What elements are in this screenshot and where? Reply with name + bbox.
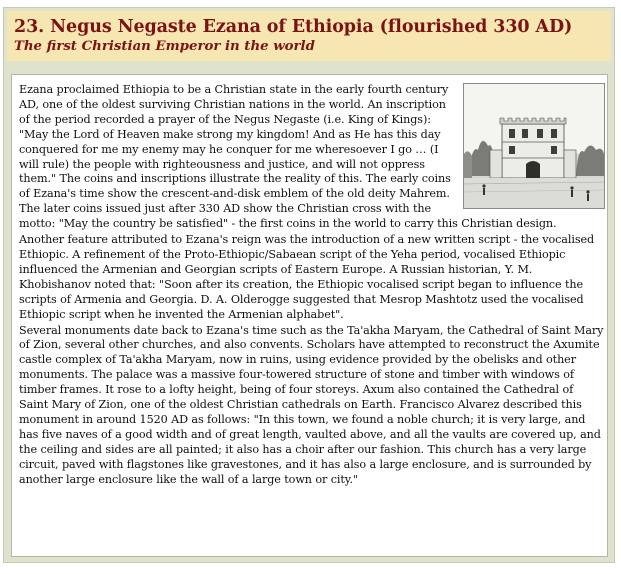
paragraph-1: Ezana proclaimed Ethiopia to be a Christian state in the early fourth century AD, one of the oldest surviving Christian nations in the world. An inscription of the period recorded a prayer of the Negus Negaste (i.e. King of Kings): "May the Lord of Heaven make strong my kingdom! And as He has this day conquered for me my enemy may he conquer for me wheresoever I go … (I will rule) the people with righteousness and justice, and will not oppress them." The coins and inscriptions illustrate the reality of this. The early coins of Ezana's time show the crescent-and-disk emblem of the old deity Mahrem. The later coins issued just after 330 AD show the Christian cross with the motto: "May the country be satisfied" - the first coins in the world to carry this Christian design. xyxy=(19,83,557,231)
article-panel xyxy=(3,7,615,563)
church-engraving-image xyxy=(463,83,605,209)
church-engraving-illustration xyxy=(464,84,604,208)
paragraph-2: Another feature attributed to Ezana's reign was the introduction of a new written script - the vocalised Ethiopic. A refinement of the Proto-Ethiopic/Sabaean script of the Yeha period, vocalised Ethiopic influenced the Armenian and Georgian scripts of Eastern Europe. A Russian historian, Y. M. Khobishanov noted that: "Soon after its creation, the Ethiopic vocalised script began to influence the scripts of Armenia and Georgia. D. A. Olderogge suggested that Mesrop Mashtotz used the vocalised Ethiopic script when he invented the Armenian alphabet". xyxy=(19,233,595,321)
article-subtitle: The first Christian Emperor in the world xyxy=(14,39,315,54)
paragraph-3: Several monuments date back to Ezana's time such as the Ta'akha Maryam, the Cathedral of Saint Mary of Zion, several other churches, and also convents. Scholars have attempted to reconstruct the Axumite castle complex of Ta'akha Maryam, now in ruins, using evidence provided by the obelisks and other monuments. The palace was a massive four-towered structure of stone and timber with windows of timber frames. It rose to a lofty height, being of four storeys. Axum also contained the Cathedral of Saint Mary of Zion, one of the oldest Christian cathedrals on Earth. Francisco Alvarez described this monument in around 1520 AD as follows: "In this town, we found a noble church; it is very large, and has five naves of a good width and of great length, vaulted above, and all the vaults are covered up, and the ceiling and sides are all painted; it also has a choir after our fashion. This church has a very large circuit, paved with flagstones like gravestones, and it has also a large enclosure, and is surrounded by another large enclosure like the wall of a large town or city." xyxy=(19,323,604,486)
article-body xyxy=(11,74,608,557)
article-header xyxy=(7,11,611,61)
article-title: 23. Negus Negaste Ezana of Ethiopia (flourished 330 AD) xyxy=(14,17,573,37)
